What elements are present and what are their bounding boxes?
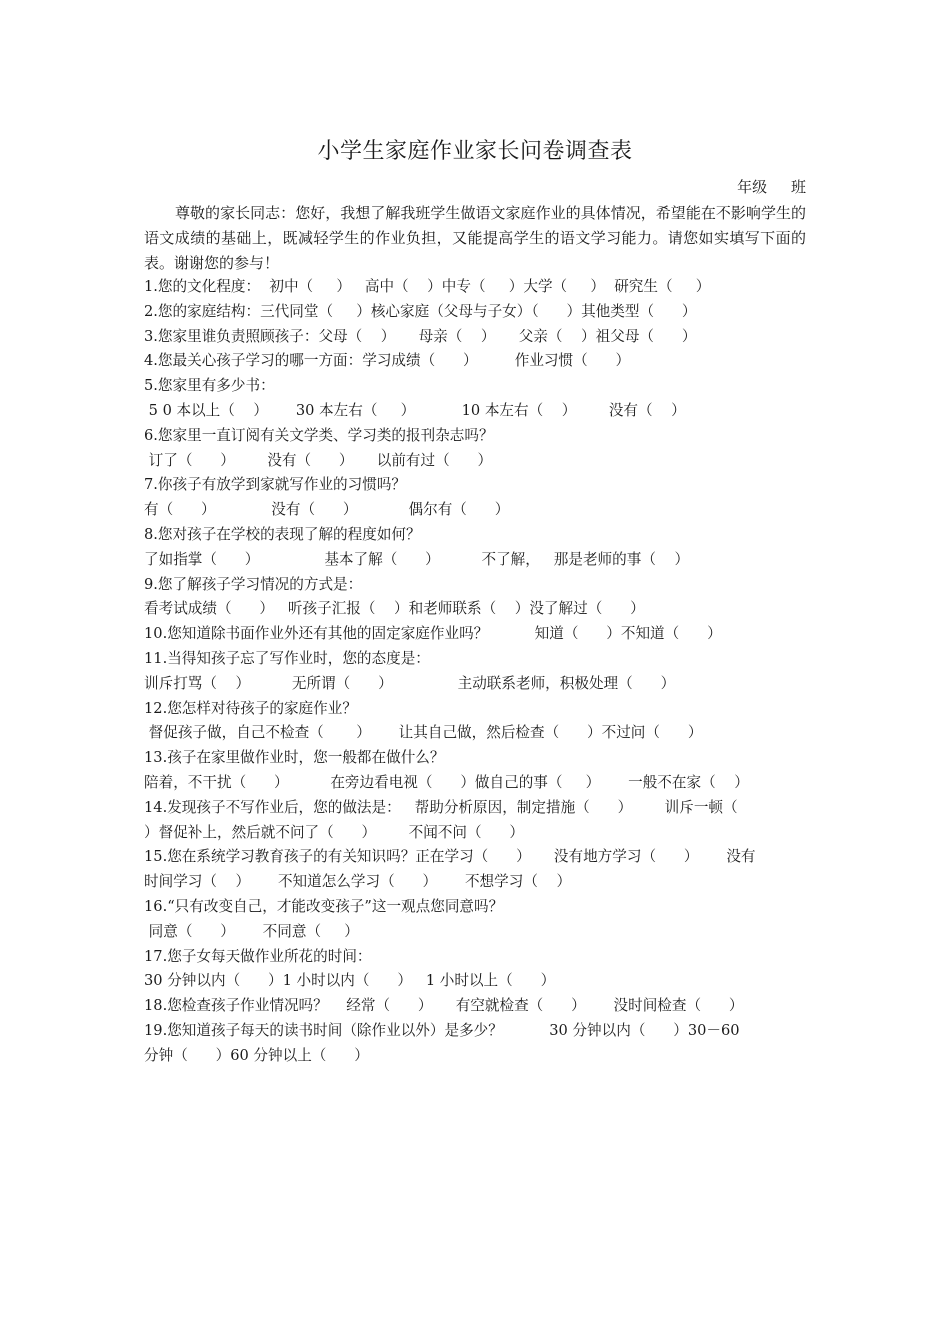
question-line: 14.发现孩子不写作业后，您的做法是： 帮助分析原因，制定措施（ ） 训斥一顿（ bbox=[144, 798, 738, 816]
answer-options-line: 5 0 本以上（ ） 30 本左右（ ） 10 本左右（ ） 没有（ ） bbox=[144, 401, 686, 419]
question-line: 15.您在系统学习教育孩子的有关知识吗？正在学习（ ） 没有地方学习（ ） 没有 bbox=[144, 848, 756, 866]
answer-options-line: 有（ ） 没有（ ） 偶尔有（ ） bbox=[144, 501, 510, 519]
question-line: 12.您怎样对待孩子的家庭作业？ bbox=[144, 699, 357, 717]
question-line: 7.你孩子有放学到家就写作业的习惯吗？ bbox=[144, 476, 407, 494]
question-line: 9.您了解孩子学习情况的方式是： bbox=[144, 575, 363, 593]
question-line: 16.“只有改变自己，才能改变孩子”这一观点您同意吗？ bbox=[144, 897, 504, 915]
grade-class-line: 年级 班 bbox=[737, 178, 806, 196]
question-line: 4.您最关心孩子学习的哪一方面：学习成绩（ ） 作业习惯（ ） bbox=[144, 352, 631, 370]
document-title: 小学生家庭作业家长问卷调查表 bbox=[317, 139, 633, 164]
question-line: 17.您子女每天做作业所花的时间： bbox=[144, 947, 372, 965]
answer-options-line: ）督促补上，然后就不问了（ ） 不闻不问（ ） bbox=[144, 823, 525, 841]
question-line: 18.您检查孩子作业情况吗？ 经常（ ） 有空就检查（ ） 没时间检查（ ） bbox=[144, 997, 744, 1015]
question-line: 13.孩子在家里做作业时，您一般都在做什么？ bbox=[144, 749, 445, 767]
question-line: 11.当得知孩子忘了写作业时，您的态度是： bbox=[144, 649, 430, 667]
answer-options-line: 督促孩子做，自己不检查（ ） 让其自己做，然后检查（ ）不过问（ ） bbox=[144, 724, 703, 742]
answer-options-line: 30 分钟以内（ ）1 小时以内（ ） 1 小时以上（ ） bbox=[144, 972, 556, 990]
question-line: 10.您知道除书面作业外还有其他的固定家庭作业吗？ 知道（ ）不知道（ ） bbox=[144, 625, 722, 643]
answer-options-line: 时间学习（ ） 不知道怎么学习（ ） 不想学习（ ） bbox=[144, 873, 572, 891]
answer-options-line: 分钟（ ）60 分钟以上（ ） bbox=[144, 1046, 369, 1064]
question-line: 5.您家里有多少书： bbox=[144, 377, 275, 395]
answer-options-line: 陪着，不干扰（ ） 在旁边看电视（ ）做自己的事（ ） 一般不在家（ ） bbox=[144, 773, 749, 791]
answer-options-line: 同意（ ） 不同意（ ） bbox=[144, 922, 359, 940]
answer-options-line: 训斥打骂（ ） 无所谓（ ） 主动联系老师，积极处理（ ） bbox=[144, 674, 676, 692]
intro-paragraph: 尊敬的家长同志：您好，我想了解我班学生做语文家庭作业的具体情况，希望能在不影响学生的语文成绩的基础上，既减轻学生的作业负担，又能提高学生的语文学习能力。请您如实填写下面的表。谢谢您的参与！ bbox=[144, 204, 806, 272]
answer-options-line: 订了（ ） 没有（ ） 以前有过（ ） bbox=[144, 451, 493, 469]
questionnaire-body bbox=[144, 275, 806, 1069]
question-line: 2.您的家庭结构：三代同堂（ ）核心家庭（父母与子女）（ ）其他类型（ ） bbox=[144, 302, 697, 320]
question-line: 3.您家里谁负责照顾孩子：父母（ ） 母亲（ ） 父亲（ ）祖父母（ ） bbox=[144, 327, 697, 345]
answer-options-line: 看考试成绩（ ） 听孩子汇报（ ）和老师联系（ ）没了解过（ ） bbox=[144, 600, 645, 618]
question-line: 8.您对孩子在学校的表现了解的程度如何？ bbox=[144, 525, 421, 543]
question-line: 6.您家里一直订阅有关文学类、学习类的报刊杂志吗？ bbox=[144, 426, 494, 444]
question-line: 1.您的文化程度： 初中（ ） 高中（ ）中专（ ）大学（ ） 研究生（ ） bbox=[144, 278, 711, 295]
question-line: 19.您知道孩子每天的读书时间（除作业以外）是多少？ 30 分钟以内（ ）30－60 bbox=[144, 1021, 740, 1039]
answer-options-line: 了如指掌（ ） 基本了解（ ） 不了解， 那是老师的事（ ） bbox=[144, 550, 690, 568]
